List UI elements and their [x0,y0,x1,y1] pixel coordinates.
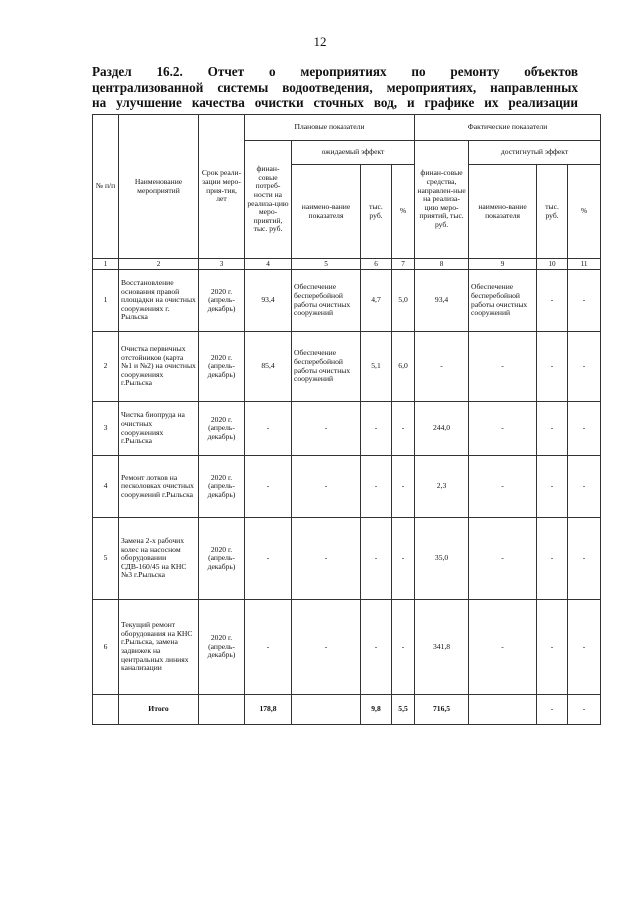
report-table [92,114,601,725]
heading-line-2: централизованной системы водоотведения, мероприятиях, направленных [92,79,578,95]
row-plan-fin: - [245,402,292,456]
column-number-row [93,259,601,270]
header-percent: % [392,165,415,259]
row-fact-effect: Обеспечение бесперебойной работы очистных сооружений [469,270,537,332]
row-plan-rub: - [361,456,392,518]
row-plan-rub: 4,7 [361,270,392,332]
row-term: 2020 г. (апрель-декабрь) [199,600,245,695]
total-fact-fin: 716,5 [415,695,469,725]
total-row [93,695,601,725]
column-number: 6 [361,259,392,270]
row-fact-effect: - [469,518,537,600]
row-fact-rub: - [537,600,568,695]
row-fact-pct: - [568,402,601,456]
row-plan-rub: 5,1 [361,332,392,402]
row-term: 2020 г. (апрель-декабрь) [199,402,245,456]
row-term: 2020 г. (апрель-декабрь) [199,456,245,518]
heading-line-3: на улучшение качества очистки сточных вод, и графике их реализации [92,95,578,110]
table-row [93,402,601,456]
row-fact-fin: 244,0 [415,402,469,456]
row-fact-pct: - [568,456,601,518]
row-name: Ремонт лотков на песколовках очистных сооружений г.Рыльска [119,456,199,518]
table-row [93,332,601,402]
row-name: Чистка биопруда на очистных сооружениях г.Рыльска [119,402,199,456]
column-number: 2 [119,259,199,270]
header-planned: Плановые показатели [245,115,415,141]
row-fact-effect: - [469,332,537,402]
row-fact-rub: - [537,402,568,456]
row-plan-pct: - [392,402,415,456]
total-plan-rub: 9,8 [361,695,392,725]
header-expected-effect: ожидаемый эффект [292,141,415,165]
row-plan-rub: - [361,402,392,456]
row-fact-rub: - [537,332,568,402]
row-plan-effect: - [292,402,361,456]
row-plan-rub: - [361,600,392,695]
total-fact-rub: - [537,695,568,725]
total-empty [199,695,245,725]
column-number: 7 [392,259,415,270]
row-num: 5 [93,518,119,600]
row-plan-effect: - [292,456,361,518]
row-plan-pct: - [392,456,415,518]
row-fact-rub: - [537,270,568,332]
row-plan-effect: - [292,518,361,600]
header-actual: Фактические показатели [415,115,601,141]
row-plan-fin: 85,4 [245,332,292,402]
row-fact-fin: 35,0 [415,518,469,600]
row-num: 2 [93,332,119,402]
section-heading [92,64,578,111]
row-plan-rub: - [361,518,392,600]
header-achieved-effect: достигнутый эффект [469,141,601,165]
column-number: 11 [568,259,601,270]
header-effect-name: наимено-вание показателя [292,165,361,259]
table-row [93,270,601,332]
header-percent-2: % [568,165,601,259]
row-name: Текущий ремонт оборудования на КНС г.Рыльска, замена задвижек на центральных линиях канализации [119,600,199,695]
row-plan-effect: - [292,600,361,695]
header-thous-rub: тыс. руб. [361,165,392,259]
heading-line-1: Раздел 16.2. Отчет о мероприятиях по ремонту объектов [92,64,578,79]
row-name: Очистка первичных отстойников (карта №1 и №2) на очистных сооружениях г.Рыльска [119,332,199,402]
row-plan-pct: 6,0 [392,332,415,402]
total-empty [469,695,537,725]
row-num: 3 [93,402,119,456]
column-number: 1 [93,259,119,270]
column-number: 3 [199,259,245,270]
column-number: 8 [415,259,469,270]
row-fact-fin: 341,8 [415,600,469,695]
row-plan-fin: - [245,518,292,600]
row-fact-rub: - [537,456,568,518]
total-empty [292,695,361,725]
row-fact-effect: - [469,402,537,456]
header-effect-name-2: наимено-вание показателя [469,165,537,259]
row-name: Восстановление основания правой площадки на очистных сооружениях г. Рыльска [119,270,199,332]
row-plan-fin: - [245,600,292,695]
row-num: 4 [93,456,119,518]
table-row [93,456,601,518]
row-num: 1 [93,270,119,332]
total-empty [93,695,119,725]
row-fact-pct: - [568,518,601,600]
column-number: 10 [537,259,568,270]
row-term: 2020 г. (апрель-декабрь) [199,270,245,332]
row-plan-effect: Обеспечение бесперебойной работы очистных сооружений [292,332,361,402]
header-plan-fin: финан-совые потреб-ности на реализа-цию меро-приятий, тыс. руб. [245,141,292,259]
column-number: 9 [469,259,537,270]
total-fact-pct: - [568,695,601,725]
row-fact-fin: 93,4 [415,270,469,332]
column-number: 5 [292,259,361,270]
table-row [93,518,601,600]
total-plan-fin: 178,8 [245,695,292,725]
row-fact-rub: - [537,518,568,600]
header-term: Срок реали-зации меро-прия-тия, лет [199,115,245,259]
row-fact-pct: - [568,600,601,695]
header-name: Наименование мероприятий [119,115,199,259]
row-name: Замена 2-х рабочих колес на насосном оборудовании СДВ-160/45 на КНС №3 г.Рыльска [119,518,199,600]
row-term: 2020 г. (апрель-декабрь) [199,332,245,402]
header-fact-fin: финан-совые средства, направлен-ные на реализа-цию меро-приятий, тыс. руб. [415,141,469,259]
column-number: 4 [245,259,292,270]
row-fact-effect: - [469,456,537,518]
header-num: № п/п [93,115,119,259]
row-plan-fin: - [245,456,292,518]
row-fact-fin: - [415,332,469,402]
total-label: Итого [119,695,199,725]
page-number: 12 [313,34,327,49]
row-plan-pct: - [392,600,415,695]
row-fact-fin: 2,3 [415,456,469,518]
row-fact-pct: - [568,332,601,402]
row-term: 2020 г. (апрель-декабрь) [199,518,245,600]
row-fact-pct: - [568,270,601,332]
row-plan-pct: 5,0 [392,270,415,332]
total-plan-pct: 5,5 [392,695,415,725]
row-plan-pct: - [392,518,415,600]
row-plan-fin: 93,4 [245,270,292,332]
header-thous-rub-2: тыс. руб. [537,165,568,259]
row-plan-effect: Обеспечение бесперебойной работы очистных сооружений [292,270,361,332]
table-row [93,600,601,695]
row-fact-effect: - [469,600,537,695]
row-num: 6 [93,600,119,695]
